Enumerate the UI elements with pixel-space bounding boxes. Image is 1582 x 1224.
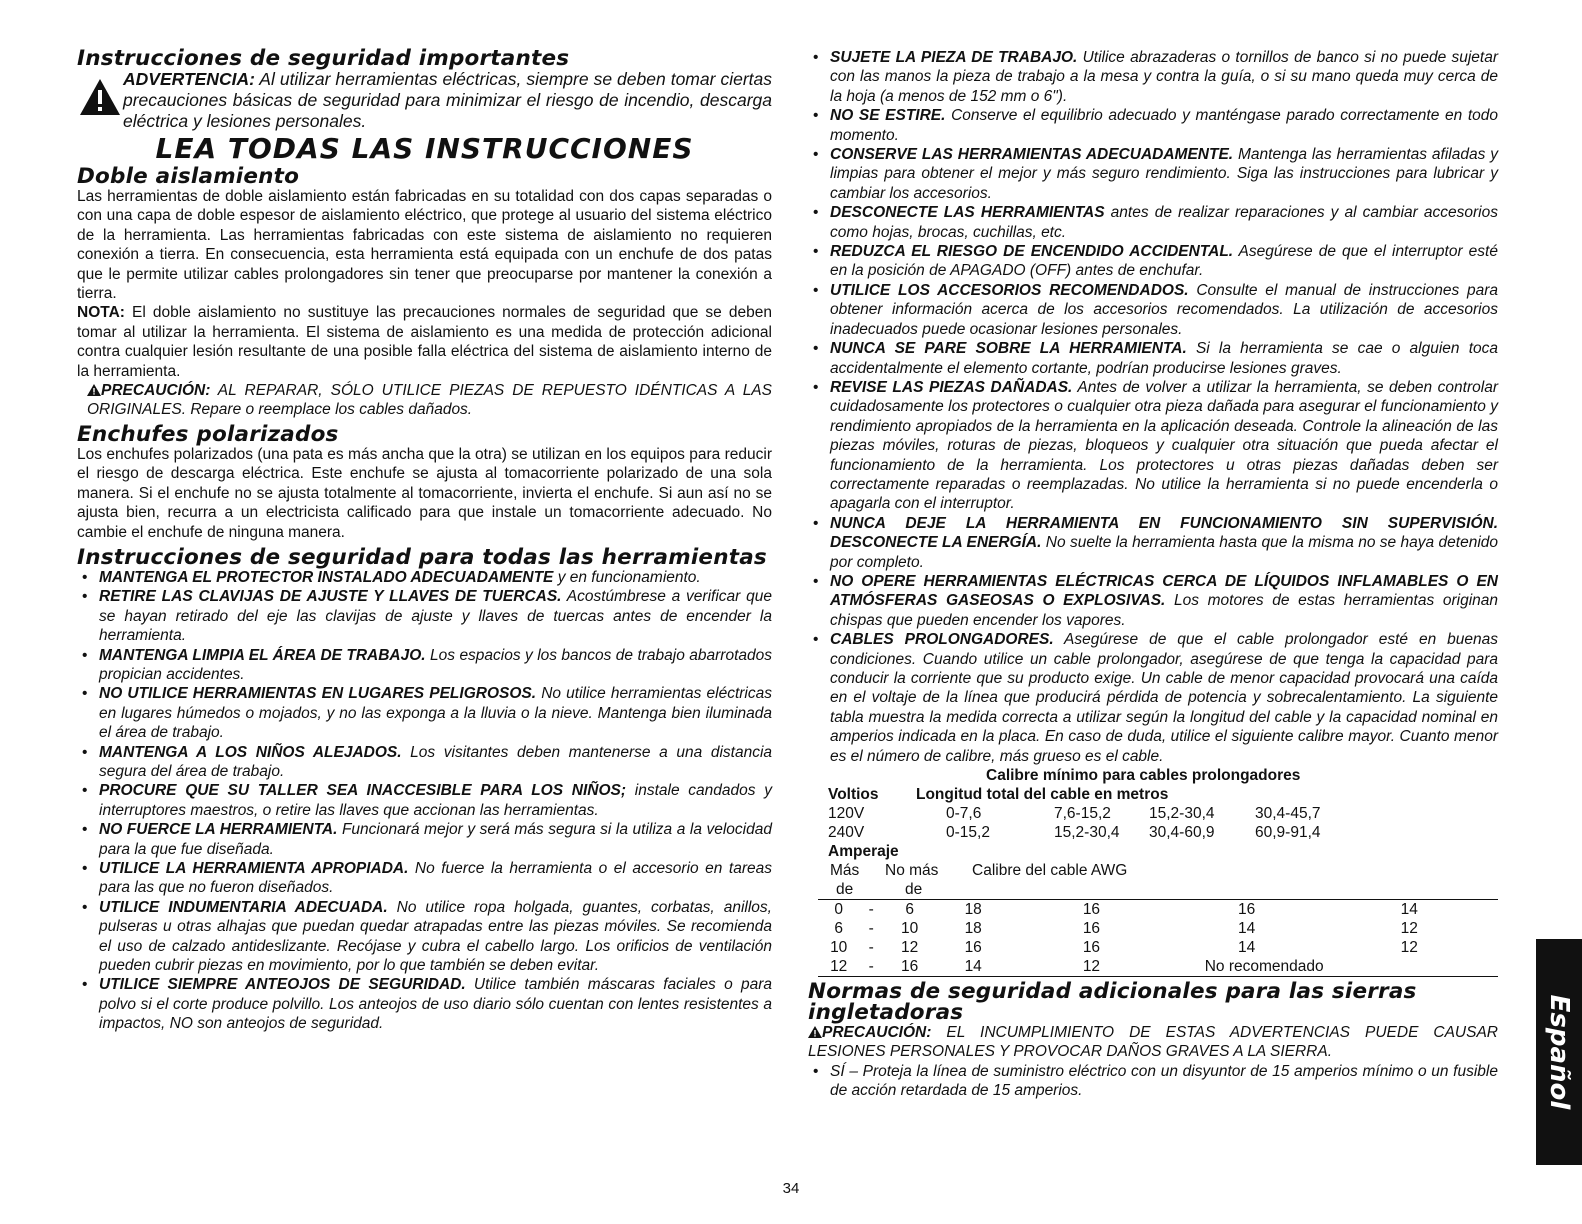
language-tab xyxy=(1536,939,1582,1165)
list-item-text: No suelte la herramienta hasta que la misma no se haya detenido por completo. xyxy=(830,534,1499,571)
awg-cell: 16 xyxy=(1238,901,1256,919)
list-item-lead: MANTENGA EL PROTECTOR INSTALADO ADECUADAMENTE xyxy=(99,568,554,586)
awg-cell: 16 xyxy=(901,958,919,976)
list-item-lead: UTILICE INDUMENTARIA ADECUADA. xyxy=(99,898,388,916)
all-tools-list xyxy=(77,568,772,1034)
list-item xyxy=(808,281,1498,339)
list-item-lead: NUNCA SE PARE SOBRE LA HERRAMIENTA. xyxy=(830,340,1187,358)
list-item xyxy=(808,514,1498,572)
awg-cell: No recomendado xyxy=(1204,958,1324,976)
list-item-lead: PROCURE QUE SU TALLER SEA INACCESIBLE PARA LOS NIÑOS; xyxy=(99,782,627,800)
list-item-text: Consulte el manual de instrucciones para obtener información acerca de los accesorios recomendados. La utilización de accesorios inadecuados puede ocasionar lesiones personales. xyxy=(830,281,1498,338)
list-item-lead: UTILICE LOS ACCESORIOS RECOMENDADOS. xyxy=(830,281,1189,299)
list-item xyxy=(77,898,772,976)
note-lead: NOTA: xyxy=(77,304,125,322)
list-item-text: instale candados y interruptores maestros, o retire las llaves que accionan las herramientas. xyxy=(99,782,772,819)
list-item xyxy=(77,568,772,587)
list-item-lead: MANTENGA LIMPIA EL ÁREA DE TRABAJO. xyxy=(99,646,426,664)
awg-cell: 14 xyxy=(1238,920,1256,938)
list-item-text: Los motores de estas herramientas originan chispas que pueden encender los vapores. xyxy=(830,592,1499,629)
miter-list xyxy=(808,1062,1498,1101)
list-item-text: Mantenga las herramientas afiladas y limpias para obtener el mejor y más seguro rendimiento. Siga las instrucciones para lubricar y cambiar los accesorios. xyxy=(830,146,1498,202)
page-number: 34 xyxy=(782,1180,800,1197)
double-insulation-paragraph: Las herramientas de doble aislamiento están fabricadas en su totalidad con dos capas separadas o con una capa de doble espesor de aislamiento eléctrico, que protege al usuario del sistema eléctrico de la herramienta. Las herramientas fabricadas con este sistema de aislamiento no requieren conexión a tierra. En consecuencia, esta herramienta está equipada con un enchufe de dos patas que le permite utilizar cables prolongadores sin tener que preocuparse por mantener la conexión a tierra. xyxy=(77,188,772,303)
list-item-lead: RETIRE LAS CLAVIJAS DE AJUSTE Y LLAVES DE TUERCAS. xyxy=(99,588,562,606)
list-item xyxy=(808,145,1498,203)
list-item xyxy=(77,820,772,859)
list-item xyxy=(808,378,1498,514)
list-item-lead: DESCONECTE LAS HERRAMIENTAS xyxy=(830,204,1105,222)
warning-lead: ADVERTENCIA: xyxy=(123,69,255,89)
awg-cell: 12 xyxy=(1082,958,1101,976)
length-cell: 7,6-15,2 xyxy=(1054,805,1111,823)
list-item xyxy=(77,743,772,782)
caution-text: AL REPARAR, SÓLO UTILICE PIEZAS DE REPUESTO IDÉNTICAS A LAS ORIGINALES. Repare o reemplace los cables dañados. xyxy=(87,382,772,419)
list-item-lead: NO UTILICE HERRAMIENTAS EN LUGARES PELIGROSOS. xyxy=(99,685,537,703)
list-item-text: Utilice también máscaras faciales o para polvo si el corte produce polvillo. Los anteojos de uso diario sólo cuentan con lentes resistentes a impactos, NO son anteojos de seguridad. xyxy=(99,976,772,1033)
list-item-lead: NO OPERE HERRAMIENTAS ELÉCTRICAS CERCA DE LÍQUIDOS INFLAMABLES O EN ATMÓSFERAS GASEOSAS O EXPLOSIVAS. xyxy=(830,572,1498,610)
awg-cell: 6 xyxy=(905,901,914,919)
awg-cell: 0 xyxy=(834,901,843,919)
list-item xyxy=(808,106,1498,145)
list-item xyxy=(77,684,772,742)
list-item-text: No utilice ropa holgada, guantes, corbatas, anillos, pulseras u otras alhajas que puedan quedar atrapadas entre las piezas móviles. Se recomienda el uso de calzado antideslizante. Recójase y cubra el cabello largo. Los orificios de ventilación pueden cubrir piezas en movimiento, por lo que también se deben evitar. xyxy=(99,898,772,975)
caution-paragraph xyxy=(77,381,772,420)
right-safety-list xyxy=(808,48,1498,766)
awg-cell: 18 xyxy=(964,920,982,938)
awg-cell: 16 xyxy=(1082,901,1101,919)
list-item-text: Antes de volver a utilizar la herramienta, se deben controlar cuidadosamente los protectores o cualquier otra pieza dañada para asegurar el funcionamiento y rendimiento apropiados de la herramienta en la aplicación deseada. Controle la alineación de las piezas móviles, roturas de piezas, bloqueos y cualquier otra situación que pueda afectar el funcionamiento de la herramienta. Los protectores u otras piezas dañadas deben ser correctamente reparadas o reemplazadas. No utilice la herramienta si no puede encenderla o apagarla con el interruptor. xyxy=(830,378,1498,513)
awg-cell: - xyxy=(868,901,874,919)
awg-cell: 10 xyxy=(830,939,848,957)
awg-cell: - xyxy=(868,958,874,976)
list-item xyxy=(808,339,1498,378)
list-item xyxy=(808,48,1498,106)
list-item-lead: REVISE LAS PIEZAS DAÑADAS. xyxy=(830,378,1073,396)
de-label-2: de xyxy=(905,881,923,899)
note-text: El doble aislamiento no sustituye las precauciones normales de seguridad que se deben tomar al utilizar la herramienta. El sistema de aislamiento es una medida de protección adicional contra cualquier lesión resultante de una posible falla eléctrica del sistema de aislamiento interno de la herramienta. xyxy=(77,304,772,380)
awg-cell: - xyxy=(868,920,874,938)
volt-cell: 240V xyxy=(828,824,865,842)
list-item xyxy=(77,781,772,820)
table-row xyxy=(818,919,1498,938)
awg-cell: 18 xyxy=(964,901,982,919)
table-title: Calibre mínimo para cables prolongadores xyxy=(986,767,1301,785)
list-item-text: Acostúmbrese a verificar que se hayan retirado del eje las clavijas de ajuste y llaves de tuercas antes de encender la herramienta. xyxy=(99,588,772,645)
heading-miter-saw: Normas de seguridad adicionales para las sierras ingletadoras xyxy=(808,979,1417,1026)
list-item xyxy=(808,203,1498,242)
warning-text: Al utilizar herramientas eléctricas, siempre se deben tomar ciertas precauciones básicas de seguridad para minimizar el riesgo de incendio, descarga eléctrica y lesiones personales. xyxy=(123,69,772,131)
awg-cell: 14 xyxy=(1238,939,1256,957)
list-item xyxy=(77,859,772,898)
awg-cell: 10 xyxy=(901,920,919,938)
awg-cell: 16 xyxy=(1082,920,1101,938)
list-item-lead: UTILICE SIEMPRE ANTEOJOS DE SEGURIDAD. xyxy=(99,976,466,994)
caution-triangle-icon xyxy=(87,384,101,396)
length-cell: 15,2-30,4 xyxy=(1149,805,1215,823)
awg-cell: 12 xyxy=(1400,920,1418,938)
list-item-text: Conserve el equilibrio adecuado y manténgase parado correctamente en todo momento. xyxy=(830,107,1498,144)
note-paragraph xyxy=(77,303,772,381)
list-item-text: Los visitantes deben mantenerse a una distancia segura del área de trabajo. xyxy=(99,743,773,780)
heading-read-all: LEA TODAS LAS INSTRUCCIONES xyxy=(155,132,694,165)
volt-header: Voltios xyxy=(828,786,879,804)
list-item-text: Asegúrese de que el interruptor esté en la posición de APAGADO (OFF) antes de enchufar. xyxy=(830,243,1498,280)
list-item xyxy=(77,975,772,1033)
heading-polarized-plugs: Enchufes polarizados xyxy=(77,421,339,447)
table-row xyxy=(808,823,1321,842)
list-item-text: Utilice abrazaderas o tornillos de banco si no puede sujetar con las manos la pieza de trabajo a la mesa y contra la guía, o si su mano queda muy cerca de la hoja (a menos de 152 mm o 6"). xyxy=(830,49,1498,105)
length-cell: 0-15,2 xyxy=(946,824,990,842)
miter-caution-lead: PRECAUCIÓN: xyxy=(822,1024,932,1042)
miter-caution-paragraph xyxy=(808,1023,1498,1062)
list-item-lead: SUJETE LA PIEZA DE TRABAJO. xyxy=(830,49,1078,66)
list-item-text: Si la herramienta se cae o alguien toca accidentalmente el elemento cortante, podrían producirse lesiones graves. xyxy=(830,340,1498,377)
awg-cell: 16 xyxy=(964,939,982,957)
list-item-lead: MANTENGA A LOS NIÑOS ALEJADOS. xyxy=(99,743,402,761)
length-cell: 30,4-45,7 xyxy=(1255,805,1321,823)
list-item-text: y en funcionamiento. xyxy=(553,568,701,586)
heading-important-safety: Instrucciones de seguridad importantes xyxy=(77,46,570,71)
polarized-paragraph: Los enchufes polarizados (una pata es más ancha que la otra) se utilizan en los equipos para reducir el riesgo de descarga eléctrica. Este enchufe se ajusta al tomacorriente polarizado de una sola manera. Si el enchufe no se ajusta totalmente al tomacorriente, invierta el enchufe. Si aun así no se ajusta bien, recurra a un electricista calificado para que instale un tomacorriente adecuado. No cambie el enchufe de ninguna manera. xyxy=(77,445,772,541)
de-label-1: de xyxy=(836,881,854,899)
right-column xyxy=(808,48,1498,1101)
awg-table xyxy=(818,899,1498,977)
list-item xyxy=(77,587,772,645)
length-cell: 15,2-30,4 xyxy=(1054,824,1120,842)
list-item-text: No fuerce la herramienta o el accesorio en tareas para las que no fueron diseñados. xyxy=(99,860,772,897)
awg-cell: 6 xyxy=(834,920,843,938)
list-item-lead: NO FUERCE LA HERRAMIENTA. xyxy=(99,821,338,839)
heading-all-tools: Instrucciones de seguridad para todas las herramientas xyxy=(77,544,767,570)
extension-cord-table xyxy=(808,766,1498,977)
list-item-lead: NO SE ESTIRE. xyxy=(830,107,946,125)
length-cell: 30,4-60,9 xyxy=(1149,824,1215,842)
awg-cell: 12 xyxy=(901,939,919,957)
list-item-lead: UTILICE LA HERRAMIENTA APROPIADA. xyxy=(99,860,409,877)
list-item-lead: REDUZCA EL RIESGO DE ENCENDIDO ACCIDENTAL. xyxy=(830,243,1234,261)
voltage-length-table xyxy=(808,785,1321,842)
volt-cell: 120V xyxy=(828,805,865,823)
mas-label: Más xyxy=(830,862,860,880)
list-item-text: antes de realizar reparaciones y al cambiar accesorios como hojas, brocas, cuchillas, etc. xyxy=(830,204,1498,241)
left-column xyxy=(77,48,772,1034)
list-item xyxy=(808,572,1498,630)
list-item-lead: CABLES PROLONGADORES. xyxy=(830,631,1054,649)
list-item-text: No utilice herramientas eléctricas en lugares húmedos o mojados, y no las exponga a la lluvia o la nieve. Mantenga bien iluminada el área de trabajo. xyxy=(99,685,772,742)
list-item-lead: NUNCA DEJE LA HERRAMIENTA EN FUNCIONAMIENTO SIN SUPERVISIÓN. DESCONECTE LA ENERGÍA. xyxy=(830,514,1498,552)
length-header: Longitud total del cable en metros xyxy=(916,786,1169,804)
table-row xyxy=(818,938,1498,957)
list-item xyxy=(77,646,772,685)
list-item xyxy=(808,630,1498,766)
awg-header: Calibre del cable AWG xyxy=(972,862,1128,880)
awg-cell: 12 xyxy=(830,958,848,976)
amp-header: Amperaje xyxy=(828,843,899,861)
language-tab-label: Español xyxy=(1544,994,1574,1110)
table-row xyxy=(808,804,1321,823)
length-cell: 60,9-91,4 xyxy=(1255,824,1321,842)
caution-lead: PRECAUCIÓN: xyxy=(101,382,211,400)
table-row xyxy=(818,957,1498,977)
warning-block xyxy=(77,69,772,132)
length-cell: 0-7,6 xyxy=(946,805,982,823)
list-item xyxy=(808,242,1498,281)
miter-caution-text: EL INCUMPLIMIENTO DE ESTAS ADVERTENCIAS PUEDE CAUSAR LESIONES PERSONALES Y PROVOCAR DAÑOS GRAVES A LA SIERRA. xyxy=(808,1024,1498,1061)
amp-subheader xyxy=(808,861,1498,899)
list-item: • SÍ – Proteja la línea de suministro eléctrico con un disyuntor de 15 amperios mínimo o un fusible de acción retardada de 15 amperios. xyxy=(808,1062,1498,1101)
awg-cell: 14 xyxy=(1400,901,1418,919)
list-item-lead: CONSERVE LAS HERRAMIENTAS ADECUADAMENTE. xyxy=(830,146,1234,164)
awg-cell: 14 xyxy=(964,958,982,976)
heading-double-insulation: Doble aislamiento xyxy=(77,164,300,189)
no-mas-label: No más xyxy=(885,862,939,880)
table-row xyxy=(818,900,1498,920)
list-item-text: Los espacios y los bancos de trabajo abarrotados propician accidentes. xyxy=(99,646,772,683)
awg-cell: - xyxy=(868,939,874,957)
warning-triangle-icon xyxy=(77,77,123,117)
awg-cell: 16 xyxy=(1082,939,1101,957)
caution-triangle-icon xyxy=(808,1026,822,1038)
list-item-text: Funcionará mejor y será más segura si la utiliza a la velocidad para la que fue diseñada. xyxy=(99,821,772,858)
list-item-text: Asegúrese de que el cable prolongador esté en buenas condiciones. Cuando utilice un cable prolongador, asegúrese de que tenga la capacidad para conducir la corriente que su producto exige. Un cable de menor capacidad provocará una caída en el voltaje de la línea que producirá pérdida de potencia y sobrecalentamiento. La siguiente tabla muestra la medida correcta a utilizar según la longitud del cable y la capacidad nominal en amperios indicada en la placa. En caso de duda, utilice el siguiente calibre mayor. Cuanto menor es el número de calibre, más grueso es el cable. xyxy=(830,631,1499,765)
awg-cell: 12 xyxy=(1400,939,1418,957)
